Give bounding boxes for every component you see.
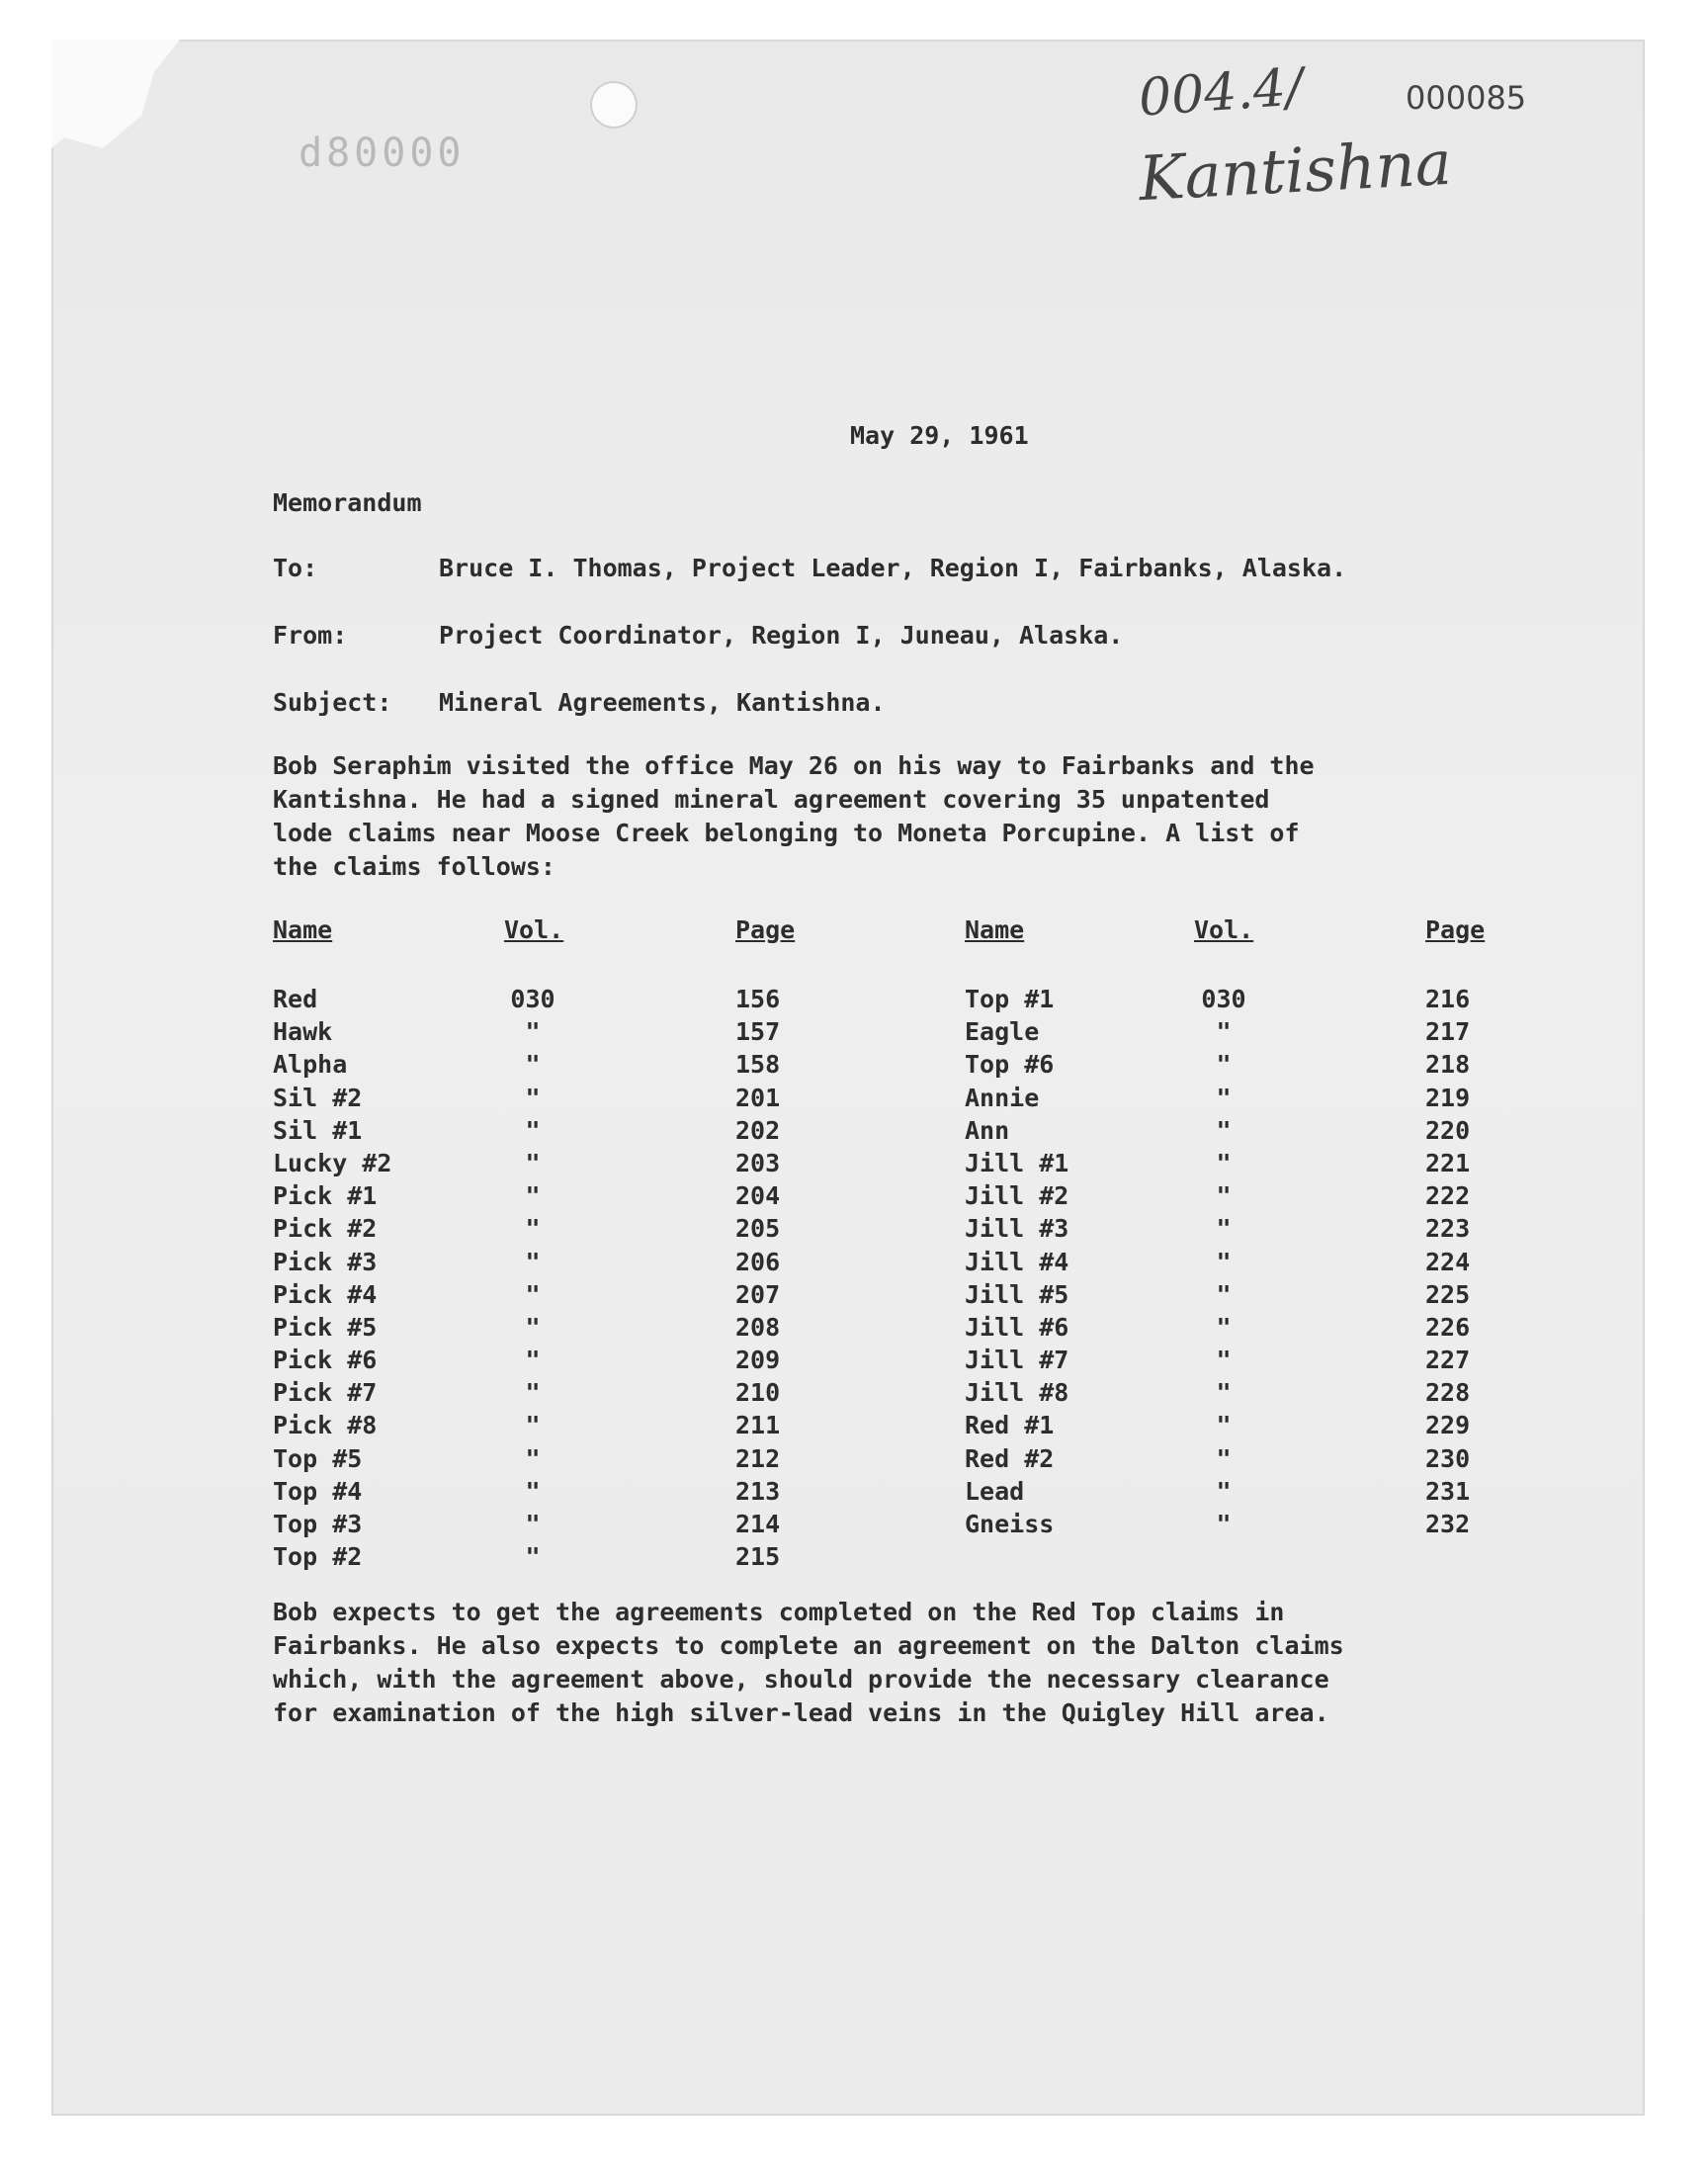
claim-vol: " bbox=[525, 1378, 541, 1408]
claims-left-vols bbox=[501, 983, 564, 1573]
claims-left-pages bbox=[735, 983, 780, 1573]
claim-page: 231 bbox=[1425, 1476, 1471, 1506]
claims-right-pages bbox=[1425, 983, 1470, 1540]
claim-page: 157 bbox=[735, 1017, 781, 1047]
claim-page: 228 bbox=[1425, 1378, 1471, 1408]
claim-name: Top #6 bbox=[965, 1050, 1055, 1080]
handwritten-place: Kantishna bbox=[1137, 126, 1454, 216]
claim-name: Top #4 bbox=[273, 1476, 363, 1506]
claim-name: Jill #1 bbox=[965, 1148, 1069, 1177]
claim-vol: " bbox=[525, 1050, 541, 1080]
claim-vol: " bbox=[1216, 1312, 1232, 1342]
claim-name: Top #1 bbox=[965, 985, 1055, 1013]
to-label: To: bbox=[273, 554, 318, 582]
claim-page: 225 bbox=[1425, 1279, 1471, 1309]
claim-vol: " bbox=[525, 1017, 541, 1047]
claim-vol: " bbox=[525, 1312, 541, 1342]
claim-page: 227 bbox=[1425, 1346, 1471, 1375]
claim-name: Pick #2 bbox=[273, 1214, 378, 1244]
paragraph-line: Bob expects to get the agreements completed on the Red Top claims in bbox=[273, 1598, 1285, 1626]
claim-page: 203 bbox=[735, 1148, 781, 1177]
claim-page: 211 bbox=[735, 1411, 781, 1440]
claim-name: Pick #8 bbox=[273, 1411, 378, 1440]
claim-page: 208 bbox=[735, 1312, 781, 1342]
claim-name: Pick #4 bbox=[273, 1279, 378, 1309]
from-label: From: bbox=[273, 621, 348, 650]
claim-vol: " bbox=[525, 1443, 541, 1473]
claim-name: Red #1 bbox=[965, 1411, 1055, 1440]
claim-page: 215 bbox=[735, 1542, 781, 1572]
to-value: Bruce I. Thomas, Project Leader, Region I, Fairbanks, Alaska. bbox=[439, 554, 1347, 582]
claim-vol: " bbox=[525, 1115, 541, 1145]
claim-vol: " bbox=[1216, 1115, 1232, 1145]
punch-hole bbox=[590, 81, 638, 129]
paragraph-line: lode claims near Moose Creek belonging to Moneta Porcupine. A list of bbox=[273, 819, 1300, 847]
claim-vol: " bbox=[1216, 1346, 1232, 1375]
header-page-right: Page bbox=[1425, 915, 1486, 944]
claim-vol: " bbox=[1216, 1378, 1232, 1408]
claim-name: Hawk bbox=[273, 1017, 333, 1047]
closing-paragraph bbox=[273, 1596, 1344, 1730]
torn-corner bbox=[51, 40, 180, 148]
claim-name: Red #2 bbox=[965, 1443, 1055, 1473]
claim-name: Annie bbox=[965, 1083, 1040, 1112]
claim-name: Pick #6 bbox=[273, 1346, 378, 1375]
claim-name: Pick #1 bbox=[273, 1181, 378, 1211]
claim-vol: " bbox=[1216, 1214, 1232, 1244]
claim-vol: " bbox=[525, 1247, 541, 1276]
from-value: Project Coordinator, Region I, Juneau, Alaska. bbox=[439, 621, 1124, 650]
claim-page: 213 bbox=[735, 1476, 781, 1506]
header-name-left: Name bbox=[273, 915, 333, 944]
memo-date: May 29, 1961 bbox=[850, 421, 1029, 450]
claim-vol: " bbox=[1216, 1247, 1232, 1276]
claim-vol: " bbox=[1216, 1017, 1232, 1047]
header-vol-right: Vol. bbox=[1194, 915, 1254, 944]
claim-name: Pick #5 bbox=[273, 1312, 378, 1342]
claim-name: Jill #3 bbox=[965, 1214, 1069, 1244]
claim-page: 232 bbox=[1425, 1510, 1471, 1538]
claim-vol: " bbox=[525, 1214, 541, 1244]
claim-page: 230 bbox=[1425, 1443, 1471, 1473]
claim-vol: " bbox=[525, 1279, 541, 1309]
header-vol-left: Vol. bbox=[504, 915, 564, 944]
subject-label: Subject: bbox=[273, 688, 392, 717]
claim-page: 206 bbox=[735, 1247, 781, 1276]
claim-name: Top #5 bbox=[273, 1443, 363, 1473]
claim-vol: " bbox=[1216, 1279, 1232, 1309]
claim-vol: " bbox=[1216, 1181, 1232, 1211]
claim-vol: " bbox=[525, 1148, 541, 1177]
claim-page: 224 bbox=[1425, 1247, 1471, 1276]
claim-name: Top #3 bbox=[273, 1510, 363, 1538]
paragraph-line: Kantishna. He had a signed mineral agreement covering 35 unpatented bbox=[273, 785, 1270, 814]
claim-name: Ann bbox=[965, 1115, 1010, 1145]
claim-name: Red bbox=[273, 985, 318, 1013]
claim-page: 229 bbox=[1425, 1411, 1471, 1440]
claim-name: Top #2 bbox=[273, 1542, 363, 1572]
claim-name: Gneiss bbox=[965, 1510, 1055, 1538]
claim-name: Sil #2 bbox=[273, 1083, 363, 1112]
claim-page: 209 bbox=[735, 1346, 781, 1375]
claim-page: 216 bbox=[1425, 985, 1471, 1013]
claims-right-vols bbox=[1192, 983, 1255, 1540]
paragraph-line: Bob Seraphim visited the office May 26 on his way to Fairbanks and the bbox=[273, 751, 1315, 780]
claim-page: 220 bbox=[1425, 1115, 1471, 1145]
paragraph-line: for examination of the high silver-lead veins in the Quigley Hill area. bbox=[273, 1698, 1329, 1727]
claim-page: 210 bbox=[735, 1378, 781, 1408]
claim-page: 204 bbox=[735, 1181, 781, 1211]
claim-name: Jill #5 bbox=[965, 1279, 1069, 1309]
claim-page: 202 bbox=[735, 1115, 781, 1145]
claim-page: 156 bbox=[735, 985, 781, 1013]
handwritten-serial: 000085 bbox=[1406, 79, 1527, 117]
header-name-right: Name bbox=[965, 915, 1025, 944]
claim-name: Jill #8 bbox=[965, 1378, 1069, 1408]
claim-page: 214 bbox=[735, 1510, 781, 1538]
claim-vol: " bbox=[1216, 1510, 1232, 1538]
claim-vol: " bbox=[525, 1083, 541, 1112]
claim-page: 226 bbox=[1425, 1312, 1471, 1342]
claim-vol: " bbox=[1216, 1050, 1232, 1080]
claim-vol: " bbox=[525, 1542, 541, 1572]
claim-name: Sil #1 bbox=[273, 1115, 363, 1145]
claim-vol: " bbox=[1216, 1083, 1232, 1112]
intro-paragraph bbox=[273, 749, 1315, 884]
claim-page: 219 bbox=[1425, 1083, 1471, 1112]
claim-vol: " bbox=[1216, 1148, 1232, 1177]
claim-name: Jill #2 bbox=[965, 1181, 1069, 1211]
claim-vol: " bbox=[1216, 1411, 1232, 1440]
claim-name: Jill #6 bbox=[965, 1312, 1069, 1342]
subject-value: Mineral Agreements, Kantishna. bbox=[439, 688, 886, 717]
paragraph-line: which, with the agreement above, should provide the necessary clearance bbox=[273, 1665, 1329, 1694]
claim-vol: " bbox=[525, 1346, 541, 1375]
claim-name: Alpha bbox=[273, 1050, 348, 1080]
memo-page bbox=[51, 40, 1645, 2116]
claim-page: 201 bbox=[735, 1083, 781, 1112]
claim-vol: " bbox=[525, 1476, 541, 1506]
claim-name: Pick #7 bbox=[273, 1378, 378, 1408]
claim-page: 207 bbox=[735, 1279, 781, 1309]
claim-vol: " bbox=[1216, 1476, 1232, 1506]
claim-page: 205 bbox=[735, 1214, 781, 1244]
reversed-serial-stamp: d80000 bbox=[299, 130, 466, 176]
paragraph-line: Fairbanks. He also expects to complete an agreement on the Dalton claims bbox=[273, 1631, 1344, 1660]
memo-heading: Memorandum bbox=[273, 488, 422, 517]
claim-page: 221 bbox=[1425, 1148, 1471, 1177]
claim-vol: 030 bbox=[1201, 985, 1246, 1013]
claim-vol: " bbox=[525, 1510, 541, 1538]
paragraph-line: the claims follows: bbox=[273, 852, 555, 881]
handwritten-file-number: 004.4/ bbox=[1137, 57, 1306, 129]
claim-page: 158 bbox=[735, 1050, 781, 1080]
claims-right-names bbox=[965, 983, 1068, 1540]
claim-vol: " bbox=[525, 1181, 541, 1211]
claim-name: Lucky #2 bbox=[273, 1148, 392, 1177]
claim-name: Eagle bbox=[965, 1017, 1040, 1047]
claim-name: Jill #4 bbox=[965, 1247, 1069, 1276]
claim-page: 218 bbox=[1425, 1050, 1471, 1080]
claim-name: Pick #3 bbox=[273, 1247, 378, 1276]
claim-page: 212 bbox=[735, 1443, 781, 1473]
claim-vol: 030 bbox=[510, 985, 555, 1013]
claim-name: Jill #7 bbox=[965, 1346, 1069, 1375]
claim-vol: " bbox=[525, 1411, 541, 1440]
claim-page: 223 bbox=[1425, 1214, 1471, 1244]
claim-name: Lead bbox=[965, 1476, 1025, 1506]
claim-page: 217 bbox=[1425, 1017, 1471, 1047]
claims-left-names bbox=[273, 983, 391, 1573]
claim-page: 222 bbox=[1425, 1181, 1471, 1211]
claim-vol: " bbox=[1216, 1443, 1232, 1473]
header-page-left: Page bbox=[735, 915, 796, 944]
